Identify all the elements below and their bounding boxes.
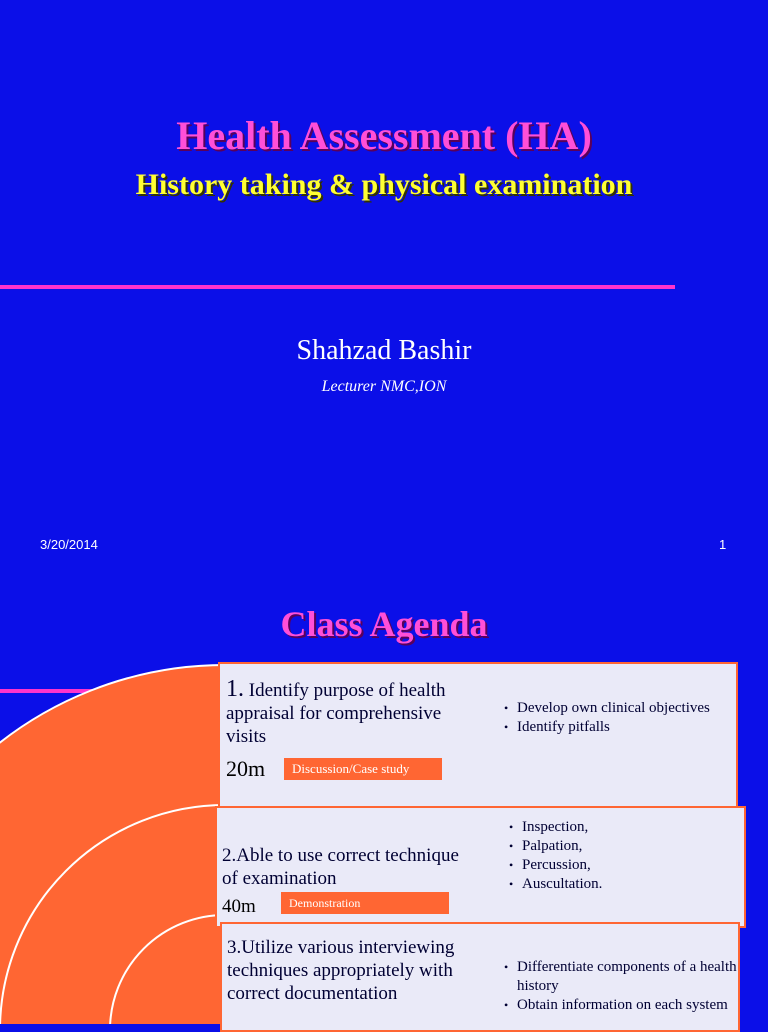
concentric-arcs-graphic [0,660,240,1024]
list-item: • Identify pitfalls [517,718,742,737]
agenda-item-1-duration: 20m [226,756,266,781]
agenda-item-3 [220,922,740,1032]
slide-subtitle: History taking & physical examination [135,168,633,201]
author-role: Lecturer NMC,ION [321,378,447,395]
list-item: • Develop own clinical objectives [517,699,742,718]
list-item: • Obtain information on each system [517,996,737,1015]
author-name: Shahzad Bashir [296,335,472,366]
list-item: • Palpation, [522,837,742,856]
list-item: • Inspection, [522,818,742,837]
agenda-item-1-text [226,678,456,748]
list-item: • Percussion, [522,856,742,875]
slide-number: 1 [719,537,727,552]
agenda-item-2-method: Demonstration [281,892,449,914]
agenda-item-3-description: 3.Utilize various interviewing techniques appropriately with correct documentation [227,937,455,1004]
agenda-item-2 [215,806,746,928]
agenda-item-1-description: Identify purpose of health appraisal for comprehensive visits [226,680,446,747]
divider-line [0,285,675,289]
list-item: • Differentiate components of a health history [517,958,737,996]
list-item: • Auscultation. [522,875,742,894]
agenda-item-2-duration: 40m [222,896,256,917]
agenda-item-1-number: 1. [226,676,244,702]
slide-title: Health Assessment (HA) [176,113,592,158]
agenda-item-1 [218,662,738,808]
agenda-item-1-method: Discussion/Case study [284,758,442,780]
slide-date: 3/20/2014 [40,537,98,552]
agenda-item-3-bullets [502,958,737,1015]
agenda-title: Class Agenda [280,604,488,644]
agenda-item-2-description: 2.Able to use correct technique of examination [222,845,459,889]
agenda-item-2-bullets [507,818,742,894]
agenda-item-1-bullets [502,699,742,737]
